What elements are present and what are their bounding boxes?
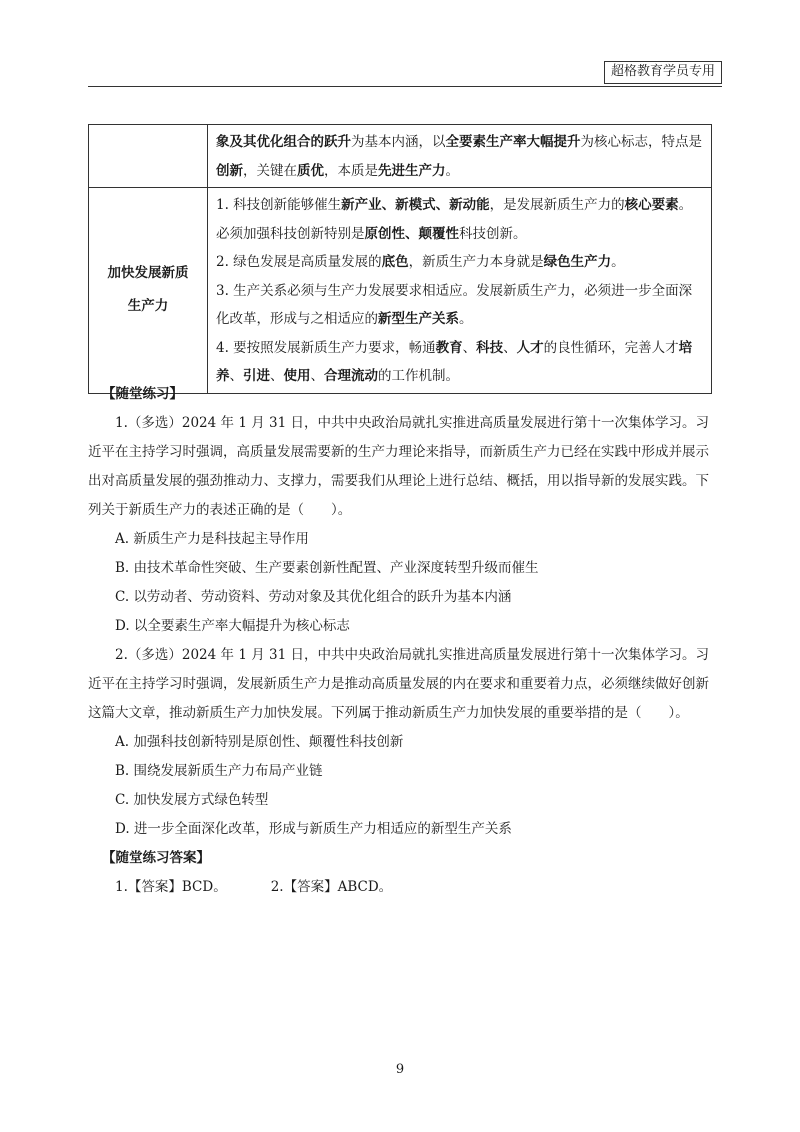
header-rule — [88, 86, 722, 87]
bold-keyword: 教育 — [435, 339, 463, 356]
text-run: 的良性循环，完善人才 — [543, 339, 679, 356]
label-line: 加快发展新质 — [107, 265, 189, 282]
text-run: ，新质生产力本身就是 — [408, 254, 544, 270]
text-run: 。 — [459, 311, 473, 327]
table-paragraph — [216, 128, 703, 185]
bold-keyword: 底色 — [381, 254, 409, 270]
question-1-option-d: D. 以全要素生产率大幅提升为核心标志 — [115, 618, 350, 634]
bold-keyword: 合理流动 — [324, 368, 378, 384]
knowledge-table — [88, 124, 712, 394]
text-run: ，本质是 — [324, 162, 378, 179]
bold-keyword: 新型生产关系 — [378, 311, 459, 327]
bold-keyword: 原创性、颠覆性 — [364, 225, 459, 242]
text-run: 、 — [270, 368, 284, 384]
table-item — [216, 248, 703, 277]
table-row-content — [208, 125, 712, 188]
bold-keyword: 绿色生产力 — [543, 254, 612, 270]
text-run: ，关键在 — [243, 162, 297, 179]
bold-keyword: 创新 — [216, 162, 243, 179]
header-tag: 超格教育学员专用 — [604, 61, 722, 84]
bold-keyword: 核心要素 — [624, 197, 679, 213]
question-2-option-d: D. 进一步全面深化改革，形成与新质生产力相适应的新型生产关系 — [115, 821, 512, 837]
text-run: 的工作机制。 — [378, 368, 459, 384]
table-row — [89, 188, 712, 394]
practice-heading: 【随堂练习】 — [102, 386, 183, 402]
text-run: 、 — [229, 368, 243, 384]
bold-keyword: 引进 — [243, 368, 270, 384]
bold-keyword: 新产业、新模式、新动能 — [341, 197, 490, 213]
bold-keyword: 全要素生产率大幅提升 — [445, 134, 581, 150]
text-run: 、 — [462, 339, 477, 356]
text-run: 。 — [611, 254, 625, 270]
table-row — [89, 125, 712, 188]
bold-keyword: 使用 — [283, 368, 311, 384]
question-1-option-a: A. 新质生产力是科技起主导作用 — [115, 531, 309, 547]
text-run: 、 — [503, 339, 517, 356]
question-2-option-b: B. 围绕发展新质生产力布局产业链 — [115, 763, 323, 779]
question-1-stem: 1.（多选）2024 年 1 月 31 日，中共中央政治局就扎实推进高质量发展进行第十一次集体学习。习近平在主持学习时强调，高质量发展需要新的生产力理论来指导，而新质生产力已经在实践中形成并展示出对高质量发展的强劲推动力、支撑力，需要我们从理论上进行总结、概括，用以指导新的发展实践。下列关于新质生产力的表述正确的是（ ）。 — [88, 415, 709, 518]
text-run: 4. 要按照发展新质生产力要求，畅通 — [216, 339, 436, 356]
text-run: 为核心标志，特点是 — [580, 134, 702, 150]
text-run: ，是发展新质生产力的 — [489, 197, 625, 213]
text-run: 为基本内涵，以 — [351, 134, 446, 150]
table-row-label — [89, 188, 208, 394]
answers-heading: 【随堂练习答案】 — [102, 850, 210, 866]
text-run: 科技创新。 — [459, 225, 527, 242]
answer-1: 1.【答案】BCD。 — [115, 879, 227, 895]
label-line: 生产力 — [127, 298, 169, 315]
bold-keyword: 先进生产力 — [378, 162, 446, 179]
text-run: 、 — [310, 368, 324, 384]
table-item — [216, 191, 703, 248]
text-run: 。 — [445, 162, 459, 179]
question-1-option-c: C. 以劳动者、劳动资料、劳动对象及其优化组合的跃升为基本内涵 — [115, 589, 512, 605]
text-run: 。必须加强科技创新特别是 — [216, 197, 693, 242]
question-2-stem: 2.（多选）2024 年 1 月 31 日，中共中央政治局就扎实推进高质量发展进行第十一次集体学习。习近平在主持学习时强调，发展新质生产力是推动高质量发展的内在要求和重要着力点，必须继续做好创新这篇大文章，推动新质生产力加快发展。下列属于推动新质生产力加快发展的重要举措的是（ ）。 — [88, 647, 709, 721]
bold-keyword: 质优 — [297, 162, 324, 179]
bold-keyword: 科技 — [476, 339, 504, 356]
answers-line — [88, 873, 712, 902]
text-run: 1. 科技创新能够催生 — [216, 197, 342, 213]
table-item — [216, 277, 703, 334]
bold-keyword: 培养 — [216, 339, 693, 384]
question-1-option-b: B. 由技术革命性突破、生产要素创新性配置、产业深度转型升级而催生 — [115, 560, 539, 576]
question-2-option-a: A. 加强科技创新特别是原创性、颠覆性科技创新 — [115, 734, 404, 750]
bold-keyword: 象及其优化组合的跃升 — [216, 134, 351, 150]
text-run: 2. 绿色发展是高质量发展的 — [216, 254, 382, 270]
text-run: 3. 生产关系必须与生产力发展要求相适应。发展新质生产力，必须进一步全面深化改革，形成与之相适应的 — [216, 282, 693, 327]
table-row-content — [208, 188, 712, 394]
table-row-label — [89, 125, 208, 188]
page-number: 9 — [395, 1062, 405, 1077]
practice-section — [88, 380, 712, 902]
answer-2: 2.【答案】ABCD。 — [270, 879, 393, 895]
question-2-option-c: C. 加快发展方式绿色转型 — [115, 792, 269, 808]
bold-keyword: 人才 — [516, 339, 544, 356]
